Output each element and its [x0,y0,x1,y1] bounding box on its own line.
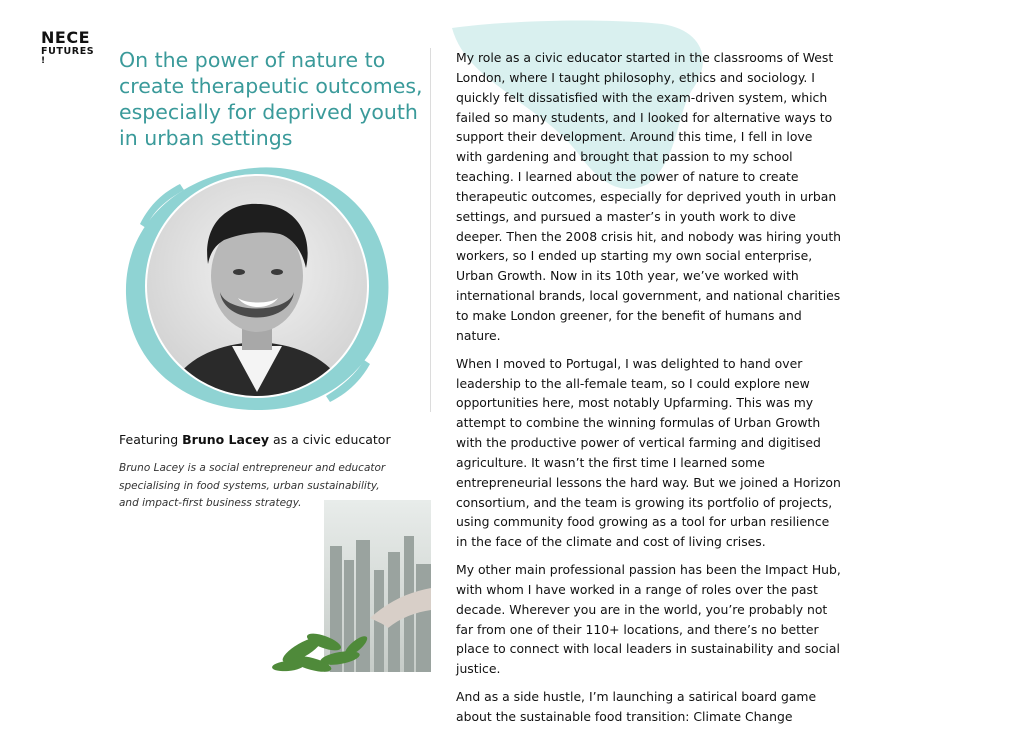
featuring-suffix: as a civic educator [269,432,391,447]
featured-name: Bruno Lacey [182,432,269,447]
featuring-prefix: Featuring [119,432,183,447]
logo-subtitle: FUTURES [41,46,95,57]
page-headline: On the power of nature to create therapeutic outcomes, especially for deprived youth in urban settings [119,48,423,150]
logo-wordmark: NECE [41,28,90,47]
article-body [456,48,842,735]
city-plant-photo [240,500,431,672]
portrait-image [120,164,396,412]
nece-futures-logo [41,30,101,65]
logo-exclamation: ! [41,56,46,66]
bio-text: Bruno Lacey is a social entrepreneur and educator specialising in food systems, urban sustainability, and impact-first business strategy. [119,462,386,509]
body-paragraph: My other main professional passion has been the Impact Hub, with whom I have worked in a range of roles over the past decade. Wherever you are in the world, you’re probably not far from one of their 110+ locations, and there’s no better place to connect with local leaders in sustainability and social justice. [456,562,841,677]
body-paragraph: And as a side hustle, I’m launching a satirical board game about the sustainable food transition: Climate Change [456,689,817,724]
featuring-line [119,432,419,447]
body-paragraph: When I moved to Portugal, I was delighted to hand over leadership to the all-female team, so I could explore new opportunities here, most notably Upfarming. This was my attempt to combine the winning formulas of Urban Growth with the productive power of vertical farming and digitised agriculture. It wasn’t the first time I learned some entrepreneurial lessons the hard way. But we joined a Horizon consortium, and the team is growing its portfolio of projects, using community food growing as a tool for urban resilience in the face of the climate and cost of living crises. [456,355,841,550]
column-divider [430,48,431,412]
body-paragraph: My role as a civic educator started in the classrooms of West London, where I taught philosophy, ethics and sociology. I quickly felt dissatisfied with the exam-driven system, which failed so many students, and I looked for alternative ways to support their development. Around this time, I fell in love with gardening and brought that passion to my school teaching. I learned about the power of nature to create therapeutic outcomes, especially for deprived youth in urban settings, and pursued a master’s in youth work to dive deeper. Then the 2008 crisis hit, and nobody was hiring youth workers, so I ended up starting my own social enterprise, Urban Growth. Now in its 10th year, we’ve worked with international brands, local government, and national charities to make London greener, for the benefit of humans and nature. [456,50,842,343]
